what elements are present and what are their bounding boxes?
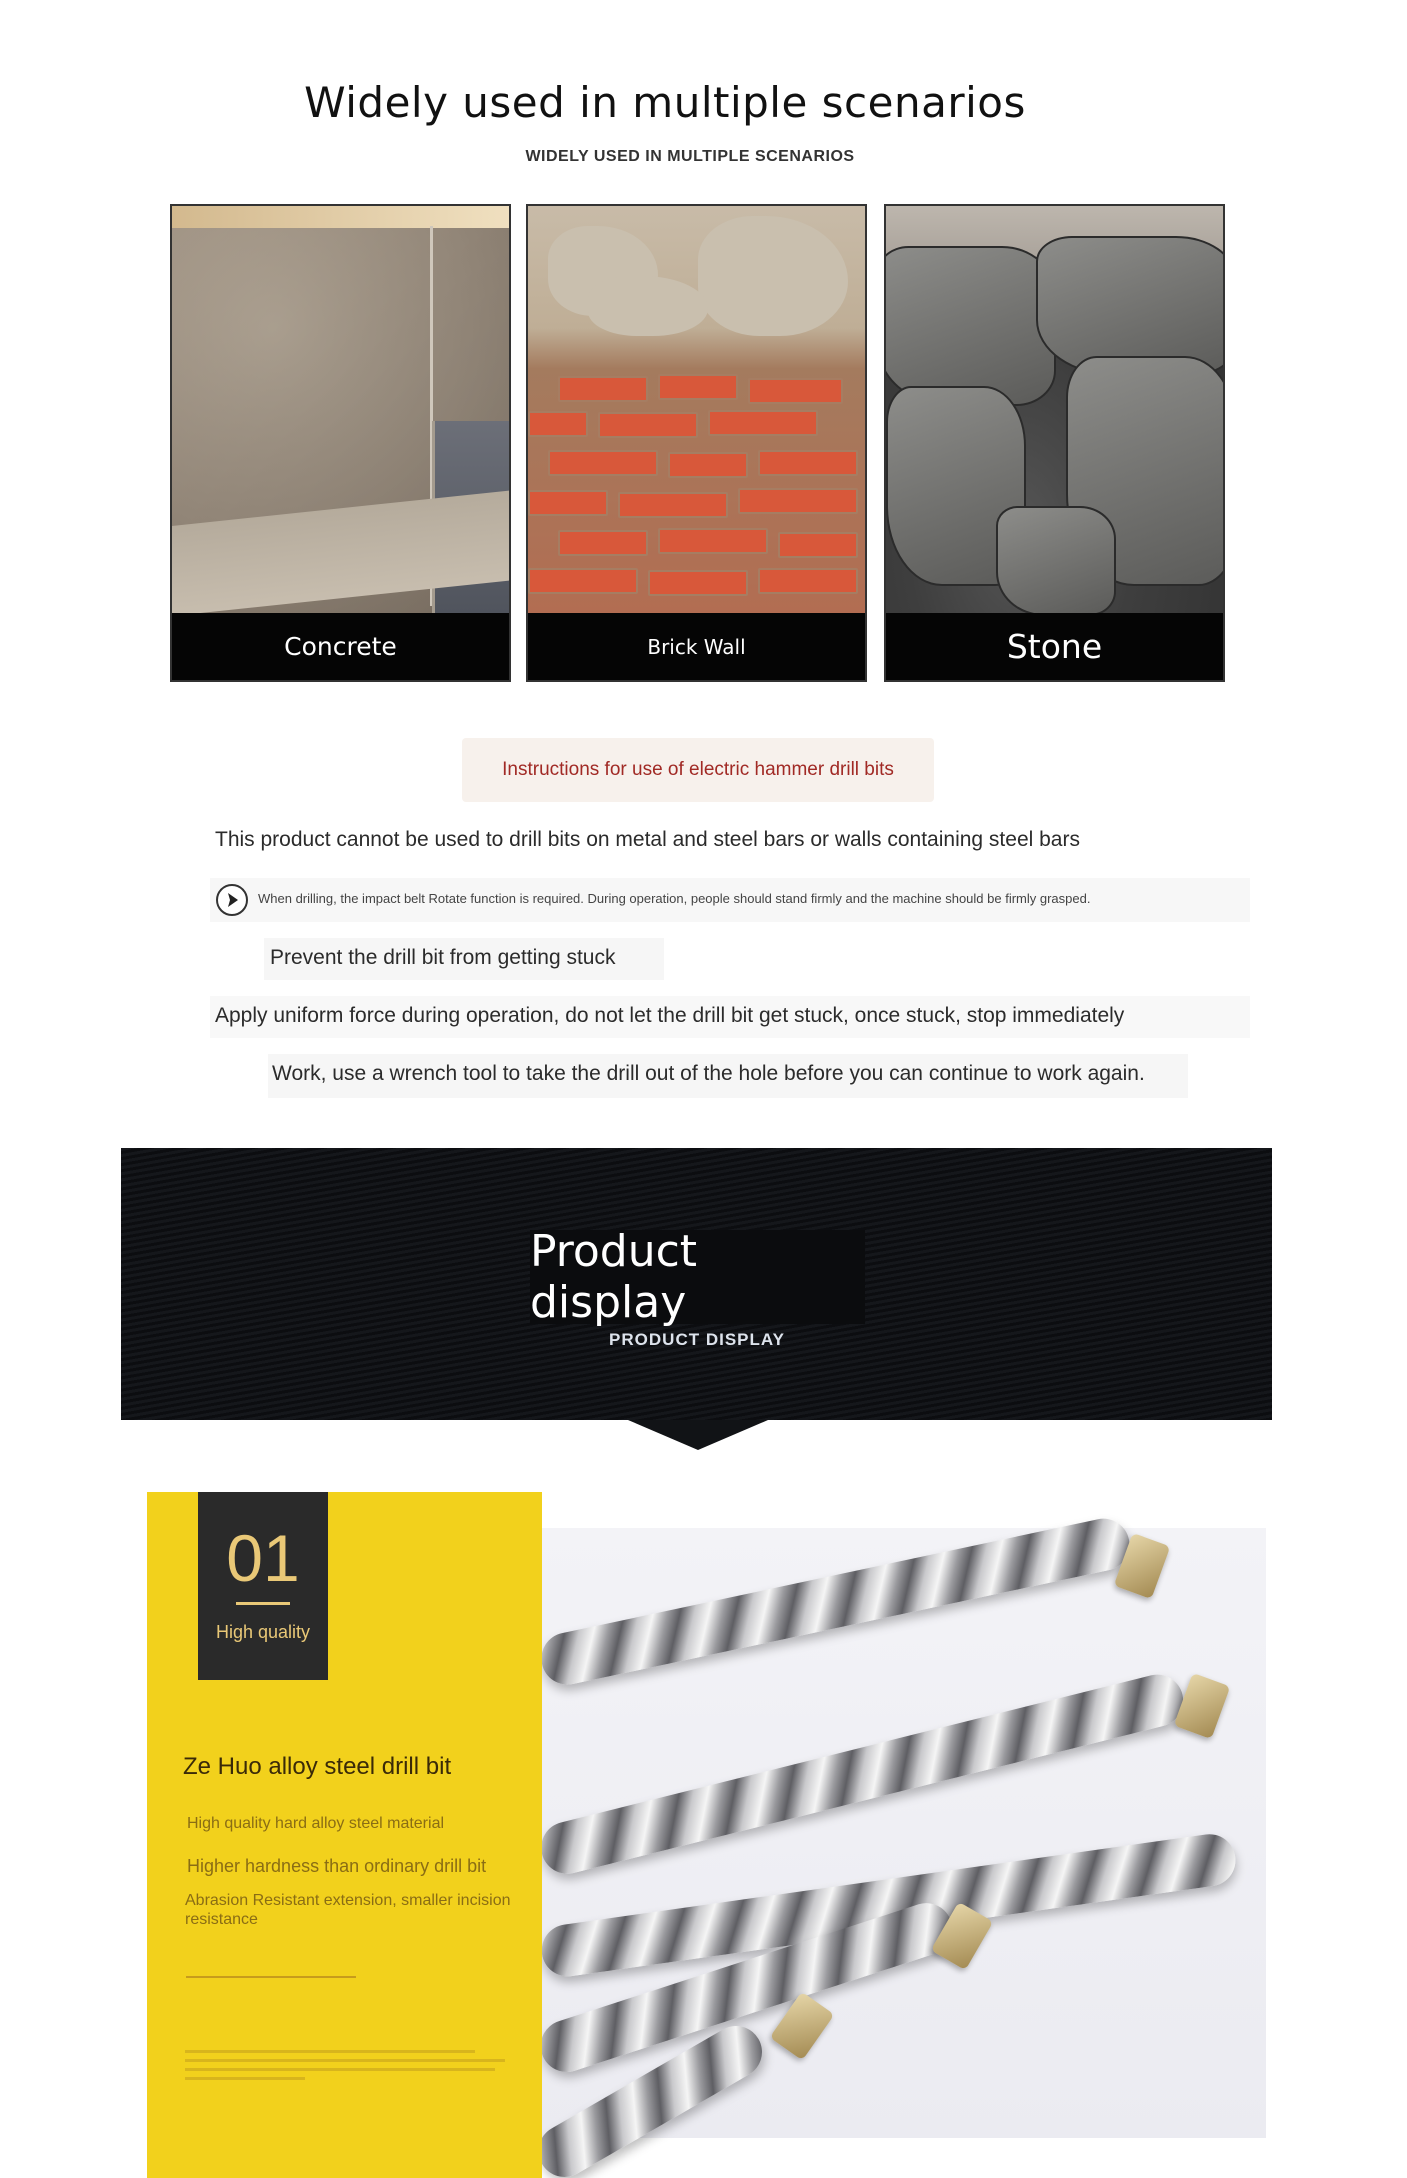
instructions-title-box: [462, 738, 934, 802]
feature-divider: [186, 1976, 356, 1978]
badge-divider: [236, 1602, 290, 1605]
instruction-line-3: Prevent the drill bit from getting stuck: [270, 946, 616, 969]
banner-notch: [628, 1420, 768, 1450]
concrete-photo: [172, 206, 509, 613]
scenarios-subtitle: WIDELY USED IN MULTIPLE SCENARIOS: [525, 148, 855, 165]
product-display-subtitle: PRODUCT DISPLAY: [609, 1330, 785, 1349]
instruction-line-5: Work, use a wrench tool to take the drill out of the hole before you can continue to work again.: [272, 1062, 1145, 1085]
instruction-line-2: When drilling, the impact belt Rotate function is required. During operation, people should stand firmly and the machine should be firmly grasped.: [258, 891, 1091, 906]
stone-photo: [886, 206, 1223, 613]
feature-title: Ze Huo alloy steel drill bit: [183, 1753, 452, 1780]
brick-wall-photo: [528, 206, 865, 613]
scene-card-brick-wall: [526, 204, 867, 682]
instruction-line-1: This product cannot be used to drill bits on metal and steel bars or walls containing steel bars: [215, 828, 1080, 851]
scene-card-stone: [884, 204, 1225, 682]
instructions-title: Instructions for use of electric hammer drill bits: [502, 759, 894, 780]
feature-fine-print: [185, 2050, 515, 2090]
product-display-title: Product display: [530, 1226, 698, 1328]
feature-point-3: Abrasion Resistant extension, smaller incision resistance: [185, 1892, 511, 1928]
instruction-line-4: Apply uniform force during operation, do not let the drill bit get stuck, once stuck, stop immediately: [215, 1004, 1125, 1027]
drill-bits-photo: [542, 1528, 1266, 2138]
banner-title-box: [530, 1226, 865, 1328]
scene-label-stone: Stone: [886, 613, 1223, 680]
scene-card-concrete: [170, 204, 511, 682]
feature-badge-label: High quality: [215, 1622, 311, 1642]
scene-label-brick-wall: Brick Wall: [528, 613, 865, 680]
scenarios-title: Widely used in multiple scenarios: [304, 78, 1026, 127]
feature-number: 01: [226, 1521, 300, 1595]
scene-label-concrete: Concrete: [172, 613, 509, 680]
feature-point-1: High quality hard alloy steel material: [187, 1815, 445, 1832]
arrow-right-circle-icon: [216, 884, 248, 916]
feature-point-2: Higher hardness than ordinary drill bit: [187, 1856, 487, 1876]
